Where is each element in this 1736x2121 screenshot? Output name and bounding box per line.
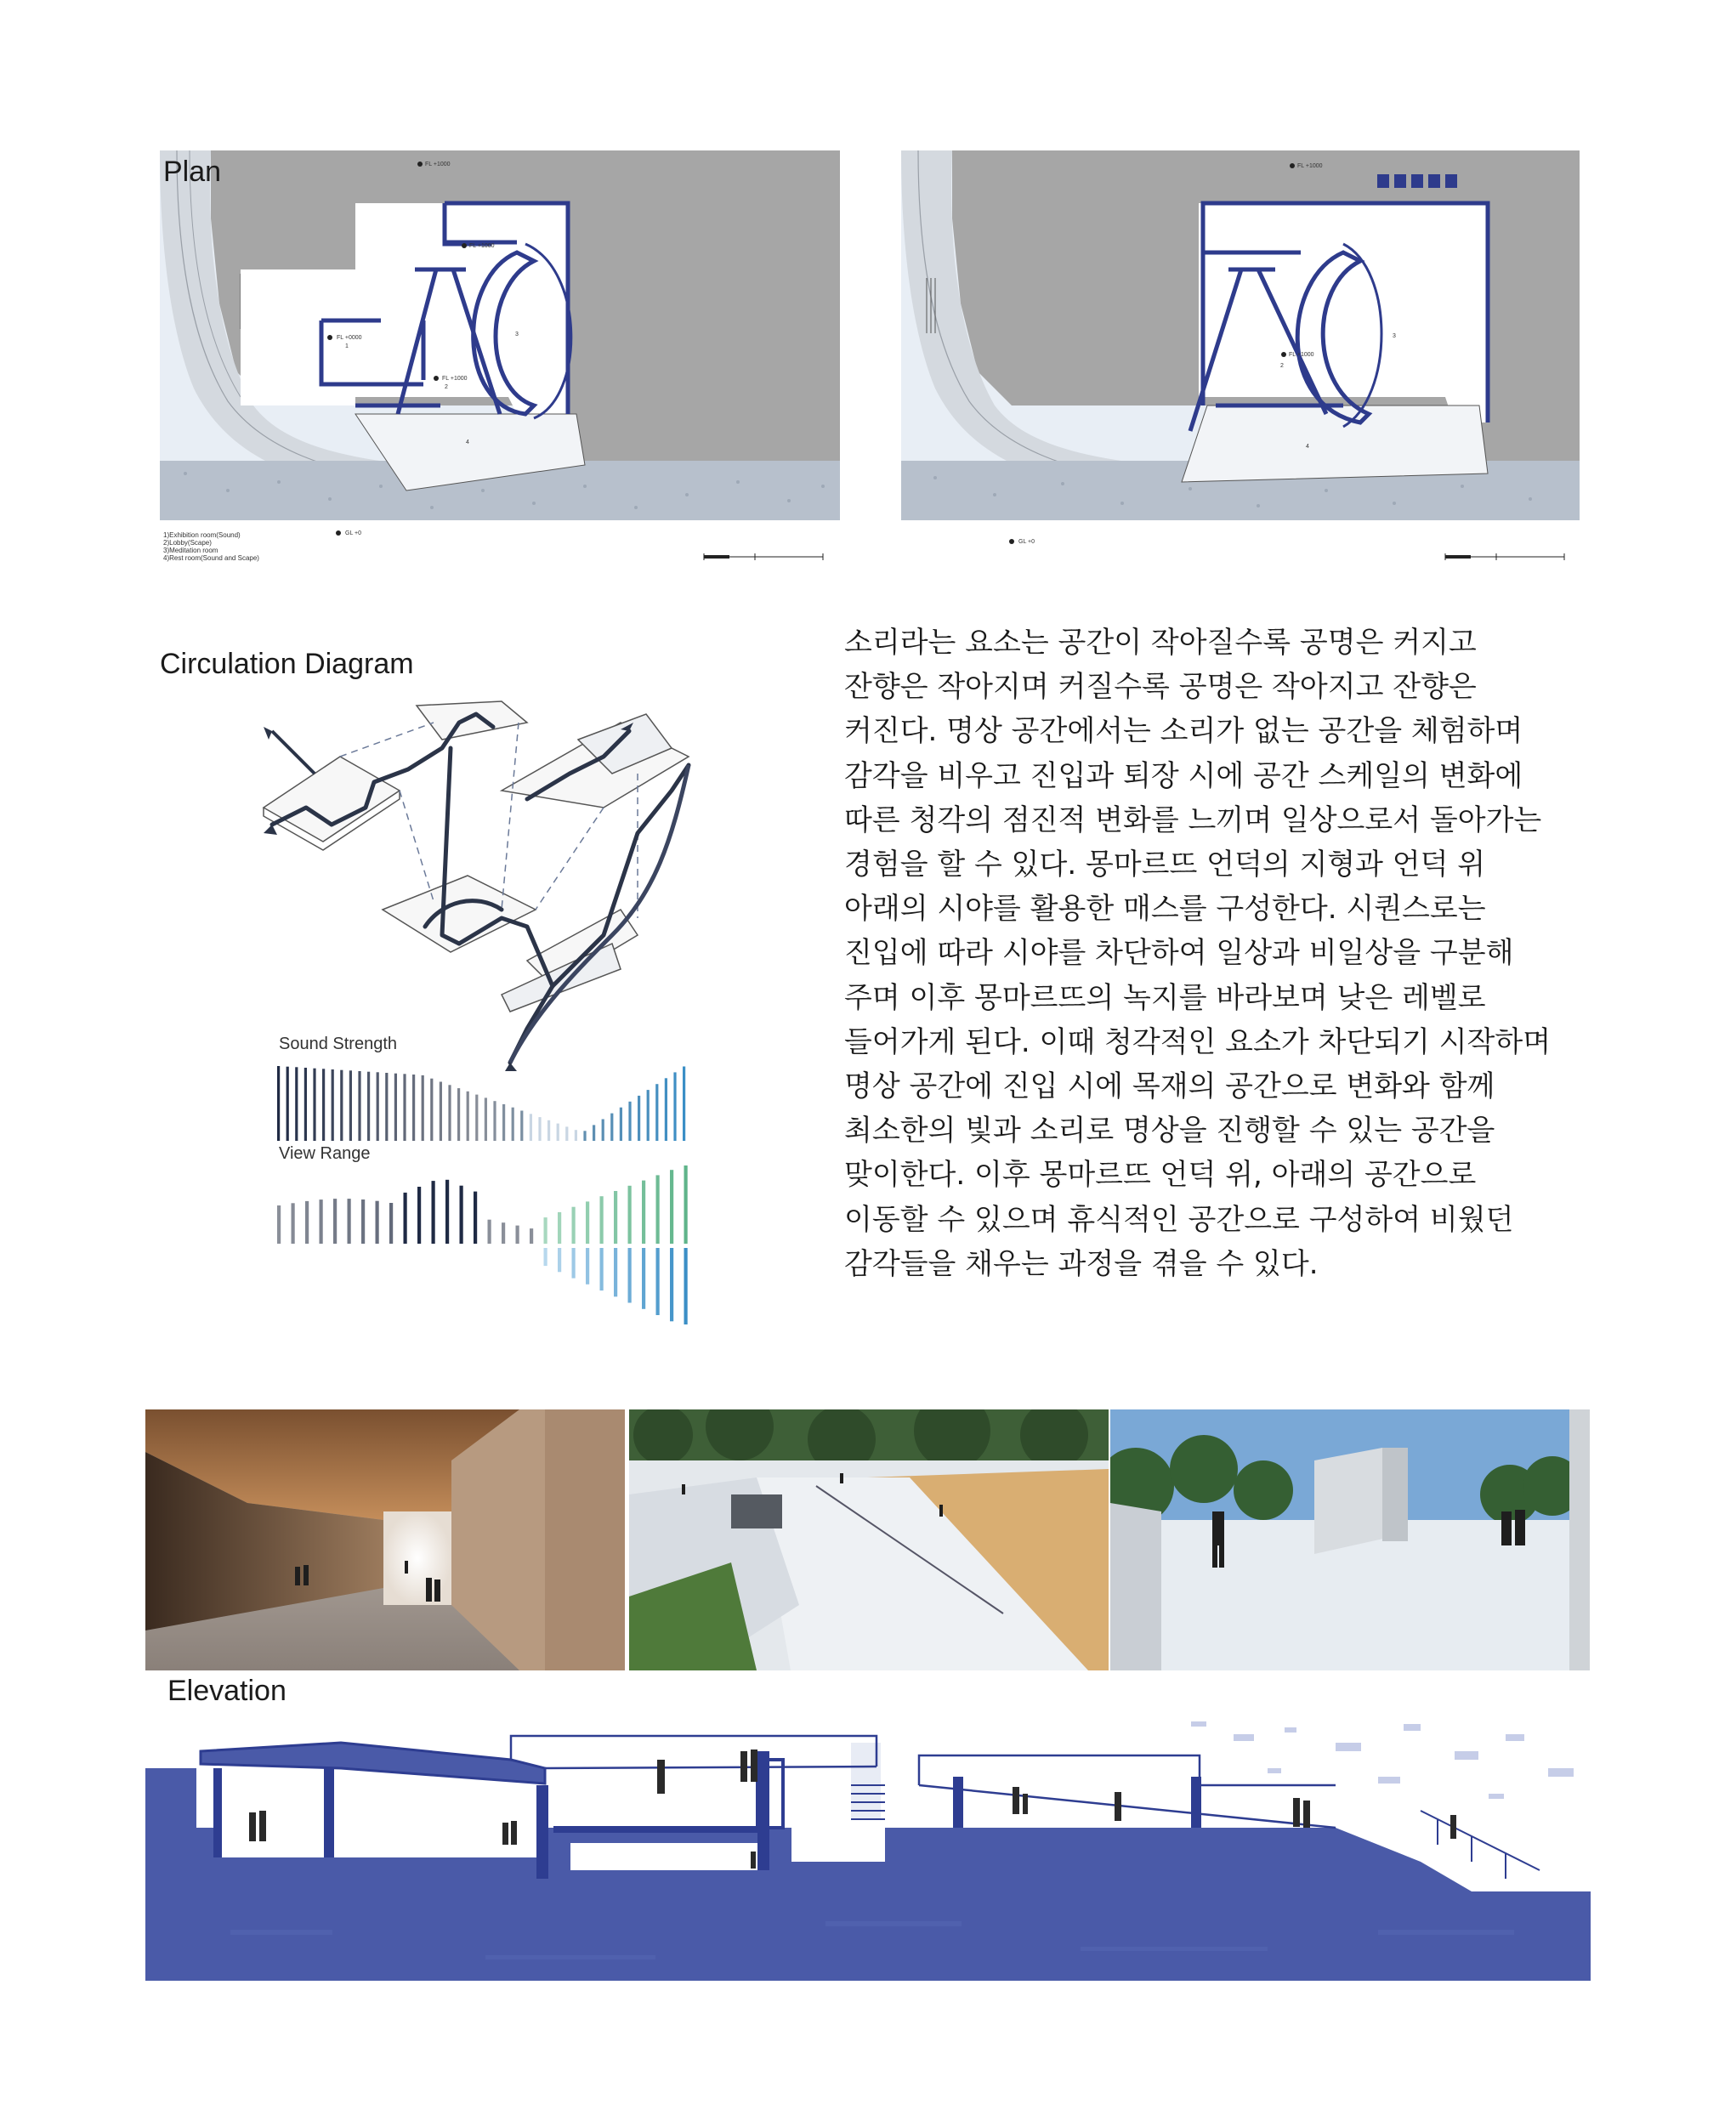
view-bar [600, 1196, 604, 1244]
view-bar [361, 1199, 365, 1244]
description-line: 소리라는 요소는 공간이 작아질수록 공명은 커지고 [844, 626, 1477, 660]
svg-text:FL +0000: FL +0000 [337, 335, 362, 341]
view-bar [600, 1248, 604, 1290]
view-bar [586, 1201, 589, 1244]
description-line: 이동할 수 있으며 휴식적인 공간으로 구성하여 비웠던 [844, 1202, 1514, 1237]
sound-bar [530, 1114, 532, 1141]
view-bar [656, 1248, 660, 1315]
description-line: 들어가게 된다. 이때 청각적인 요소가 차단되기 시작하며 [844, 1024, 1552, 1059]
sound-bar [457, 1088, 460, 1141]
view-bar [445, 1180, 449, 1244]
sound-bar [286, 1067, 289, 1141]
description-line: 커진다. 명상 공간에서는 소리가 없는 공간을 체험하며 [844, 714, 1523, 749]
view-bar [502, 1222, 505, 1244]
view-range-label: View Range [279, 1144, 371, 1163]
view-bar [488, 1220, 491, 1244]
sound-bar [638, 1096, 640, 1141]
render-exterior-walls [1110, 1409, 1590, 1670]
svg-text:3: 3 [515, 332, 519, 337]
plan-left-fl-top: FL +1000 [425, 162, 451, 167]
view-bar [684, 1165, 688, 1244]
svg-text:FL +1000: FL +1000 [1297, 163, 1323, 169]
description-line: 명상 공간에 진입 시에 목재의 공간으로 변화와 함께 [844, 1069, 1495, 1104]
view-bar [628, 1186, 632, 1244]
sound-bar [647, 1090, 650, 1141]
elevation-section [145, 1717, 1591, 1981]
sound-bar [340, 1070, 343, 1141]
sound-bar [512, 1108, 514, 1141]
plan-legend-item: 3)Meditation room [163, 547, 218, 554]
view-bar [333, 1199, 337, 1244]
sound-bar [683, 1067, 685, 1142]
view-bar [586, 1248, 589, 1285]
svg-text:4: 4 [466, 440, 469, 445]
sound-bar [377, 1072, 379, 1141]
sound-bar [322, 1069, 325, 1141]
sound-bar [602, 1120, 604, 1142]
description-line: 경험을 할 수 있다. 몽마르뜨 언덕의 지형과 언덕 위 [844, 848, 1486, 882]
render-exterior-ramp [629, 1409, 1109, 1670]
sound-bar [448, 1085, 451, 1141]
sound-bar [485, 1097, 487, 1141]
sound-bar [332, 1069, 334, 1141]
view-bar [277, 1205, 281, 1244]
svg-text:2: 2 [1280, 363, 1284, 369]
sound-bar [665, 1078, 667, 1141]
render-interior-wood [145, 1409, 625, 1670]
description-line: 잔향은 작아지며 커질수록 공명은 작아지고 잔향은 [844, 670, 1477, 705]
plan-legend [163, 531, 259, 562]
view-bar [530, 1228, 533, 1244]
view-bar [558, 1248, 561, 1272]
sound-bar [502, 1104, 505, 1141]
sound-bar [349, 1070, 352, 1141]
sound-strength-bars [277, 1064, 694, 1141]
sound-bar [358, 1071, 360, 1141]
sound-bar [440, 1082, 442, 1142]
sound-bar [547, 1120, 550, 1141]
description-line: 최소한의 빛과 소리로 명상을 진행할 수 있는 공간을 [844, 1114, 1495, 1148]
sound-bar [538, 1117, 541, 1141]
svg-text:3: 3 [1393, 333, 1396, 339]
view-bar [572, 1207, 576, 1244]
view-bar [544, 1248, 547, 1266]
svg-text:4: 4 [1306, 444, 1309, 450]
view-bar [656, 1175, 660, 1244]
svg-text:2: 2 [445, 384, 448, 390]
sound-bar [403, 1074, 406, 1141]
svg-text:FL +1000: FL +1000 [1289, 352, 1314, 358]
sound-bar [620, 1108, 622, 1141]
description-line: 진입에 따라 시야를 차단하여 일상과 비일상을 구분해 [844, 936, 1514, 971]
view-bar [305, 1201, 309, 1244]
description-line: 따른 청각의 점진적 변화를 느끼며 일상으로서 돌아가는 [844, 802, 1542, 837]
elevation-title: Elevation [167, 1675, 286, 1707]
plan-legend-item: 4)Rest room(Sound and Scape) [163, 554, 259, 562]
svg-text:1: 1 [345, 343, 349, 349]
circulation-axonometric [247, 689, 723, 1088]
view-bar [292, 1203, 295, 1244]
sound-bar [385, 1073, 388, 1141]
sound-bar [394, 1074, 397, 1141]
sound-bar [575, 1130, 577, 1141]
view-bar [628, 1248, 632, 1303]
sound-bar [628, 1102, 631, 1141]
view-bar [544, 1217, 547, 1244]
sound-bar [520, 1111, 523, 1142]
view-bar [348, 1199, 351, 1244]
view-range-bars [277, 1163, 694, 1326]
svg-text:FL +1000: FL +1000 [442, 376, 468, 382]
plan-drawing-left [160, 150, 840, 571]
sound-bar [655, 1084, 658, 1141]
plan-legend-item: 2)Lobby(Scape) [163, 539, 212, 547]
sound-bar [422, 1075, 424, 1141]
plan-legend-item: 1)Exhibition room(Sound) [163, 531, 241, 539]
view-bar [572, 1248, 576, 1279]
svg-text:GL +0: GL +0 [1018, 539, 1035, 545]
plan-drawing-right [901, 150, 1580, 571]
view-bar [404, 1193, 407, 1244]
sound-bar [367, 1072, 370, 1141]
view-bar [432, 1181, 435, 1244]
description-line: 감각을 비우고 진입과 퇴장 시에 공간 스케일의 변화에 [844, 758, 1523, 793]
sound-bar [610, 1114, 613, 1141]
view-bar [320, 1199, 323, 1244]
sound-bar [557, 1124, 559, 1141]
view-bar [376, 1201, 379, 1244]
view-bar [642, 1181, 645, 1244]
sound-bar [277, 1066, 280, 1141]
svg-text:FL +1000: FL +1000 [469, 243, 495, 249]
view-bar [417, 1187, 421, 1244]
view-bar [389, 1203, 393, 1244]
plan-title: Plan [163, 156, 222, 188]
description-line: 맞이한다. 이후 몽마르뜨 언덕 위, 아래의 공간으로 [844, 1158, 1477, 1193]
sound-bar [313, 1069, 315, 1141]
circulation-title: Circulation Diagram [160, 648, 414, 680]
sound-bar [412, 1075, 415, 1141]
view-bar [684, 1248, 688, 1324]
sound-bar [467, 1092, 469, 1141]
sound-bar [475, 1095, 478, 1141]
project-description [844, 621, 1575, 1286]
view-bar [516, 1226, 519, 1244]
view-bar [558, 1212, 561, 1244]
sound-strength-label: Sound Strength [279, 1035, 397, 1053]
description-line: 주며 이후 몽마르뜨의 녹지를 바라보며 낮은 레벨로 [844, 980, 1486, 1015]
sound-bar [295, 1067, 298, 1141]
view-bar [642, 1248, 645, 1309]
sound-bar [304, 1068, 307, 1141]
sound-bar [565, 1126, 568, 1141]
svg-text:GL +0: GL +0 [345, 530, 362, 536]
view-bar [460, 1186, 463, 1244]
sound-bar [673, 1072, 676, 1141]
view-bar [614, 1248, 617, 1296]
description-line: 아래의 시야를 활용한 매스를 구성한다. 시퀀스로는 [844, 892, 1486, 927]
description-line: 감각들을 채우는 과정을 겪을 수 있다. [844, 1246, 1319, 1281]
sound-bar [583, 1131, 586, 1141]
view-bar [474, 1192, 477, 1244]
view-bar [670, 1248, 673, 1321]
sound-bar [430, 1079, 433, 1141]
view-bar [614, 1191, 617, 1244]
view-bar [670, 1170, 673, 1244]
sound-bar [493, 1101, 496, 1141]
sound-bar [593, 1125, 595, 1141]
